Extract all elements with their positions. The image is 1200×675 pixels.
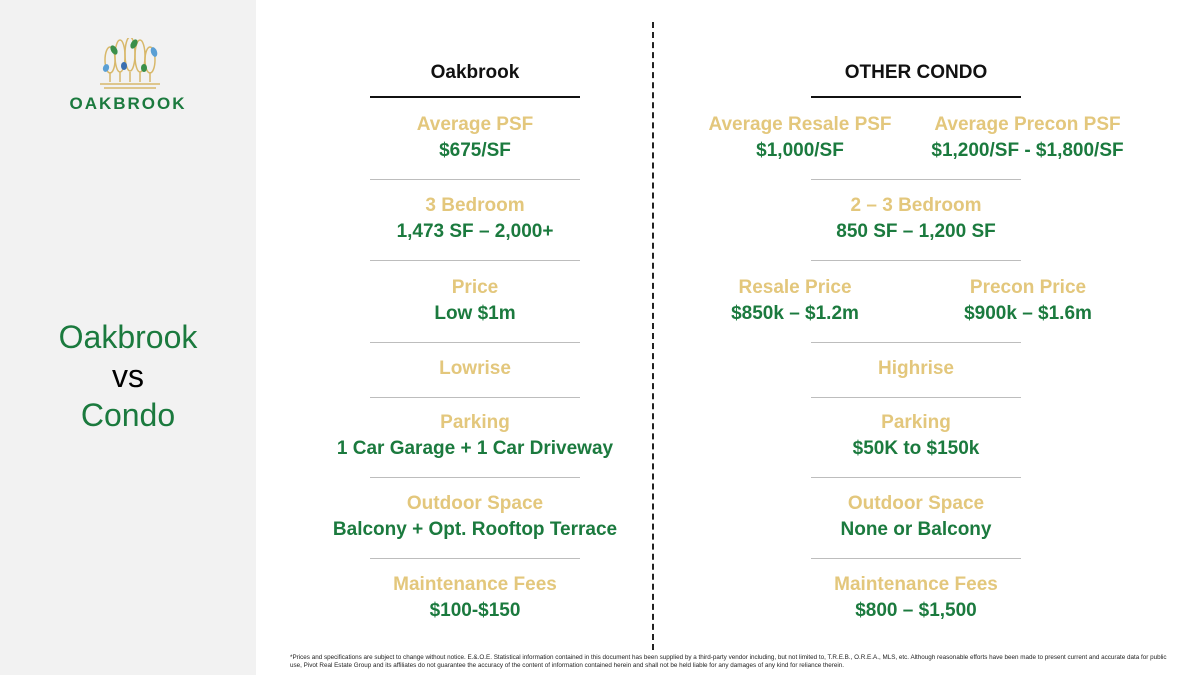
condo-separator — [811, 179, 1021, 180]
oakbrook-row-bedroom — [300, 193, 650, 245]
sidebar — [0, 0, 256, 675]
oakbrook-price-value: Low $1m — [434, 303, 516, 324]
oakbrook-logo — [58, 38, 198, 118]
oakbrook-row-fees — [300, 572, 650, 624]
condo-separator — [811, 260, 1021, 261]
condo-psf-resale-value: $1,000/SF — [756, 140, 844, 161]
condo-row-price-resale — [695, 275, 895, 327]
oakbrook-parking-value: 1 Car Garage + 1 Car Driveway — [336, 438, 614, 459]
condo-fees-label: Maintenance Fees — [834, 574, 998, 595]
oakbrook-row-psf — [300, 112, 650, 164]
condo-outdoor-value: None or Balcony — [840, 519, 992, 540]
logo-wordmark: OAKBROOK — [69, 94, 187, 113]
condo-psf-precon-value: $1,200/SF - $1,800/SF — [931, 140, 1124, 161]
condo-price-precon-label: Precon Price — [969, 277, 1087, 298]
condo-price-precon-value: $900k – $1.6m — [964, 303, 1092, 324]
condo-separator — [811, 397, 1021, 398]
oakbrook-type-label: Lowrise — [439, 358, 511, 379]
oakbrook-row-price — [300, 275, 650, 327]
sidebar-title — [0, 318, 256, 435]
oakbrook-outdoor-label: Outdoor Space — [406, 493, 544, 514]
oakbrook-row-outdoor — [300, 491, 650, 543]
oakbrook-row-type — [300, 356, 650, 382]
condo-row-price-precon — [928, 275, 1128, 327]
disclaimer-footnote: *Prices and specifications are subject to change without notice. E.&.O.E. Statistical information contained in this document has been supplied by a third-party vendor including, but not limited to, T.R.E.B., O.R.E.A., MLS, etc. Although reasonable efforts have been made to present current and accurate data for public use, Pivot Real Estate Group and its affiliates do not guarantee the accuracy of the content of information contained herein and shall not be held liable for any damages of any kind for reliance therein. — [290, 654, 1167, 669]
condo-row-type — [741, 356, 1091, 382]
tree-logo-icon — [58, 38, 198, 94]
condo-psf-resale-label: Average Resale PSF — [708, 114, 892, 135]
sidebar-title-line3: Condo — [80, 397, 176, 433]
condo-parking-value: $50K to $150k — [852, 438, 980, 459]
sidebar-title-line1: Oakbrook — [58, 319, 198, 355]
condo-column-header: OTHER CONDO — [844, 62, 988, 83]
condo-row-psf-resale — [690, 112, 910, 164]
condo-parking-label: Parking — [881, 412, 951, 433]
condo-psf-precon-label: Average Precon PSF — [934, 114, 1121, 135]
condo-separator — [811, 342, 1021, 343]
oakbrook-column-header: Oakbrook — [430, 62, 520, 83]
sidebar-title-vs: vs — [112, 358, 144, 394]
oakbrook-fees-label: Maintenance Fees — [393, 574, 557, 595]
oakbrook-separator — [370, 342, 580, 343]
oakbrook-separator — [370, 558, 580, 559]
column-divider — [652, 22, 654, 650]
oakbrook-bedroom-value: 1,473 SF – 2,000+ — [396, 221, 554, 242]
condo-bedroom-value: 850 SF – 1,200 SF — [836, 221, 996, 242]
condo-type-label: Highrise — [877, 358, 955, 379]
oakbrook-separator — [370, 477, 580, 478]
condo-row-fees — [741, 572, 1091, 624]
condo-bedroom-label: 2 – 3 Bedroom — [850, 195, 982, 216]
oakbrook-row-parking — [300, 410, 650, 462]
oakbrook-price-label: Price — [451, 277, 499, 298]
oakbrook-psf-value: $675/SF — [439, 140, 511, 161]
oakbrook-bedroom-label: 3 Bedroom — [425, 195, 525, 216]
oakbrook-header-rule — [370, 96, 580, 98]
condo-row-outdoor — [741, 491, 1091, 543]
oakbrook-separator — [370, 397, 580, 398]
condo-row-bedroom — [741, 193, 1091, 245]
condo-row-psf-precon — [910, 112, 1145, 164]
condo-price-resale-value: $850k – $1.2m — [731, 303, 859, 324]
condo-outdoor-label: Outdoor Space — [847, 493, 985, 514]
oakbrook-separator — [370, 179, 580, 180]
condo-row-parking — [741, 410, 1091, 462]
oakbrook-separator — [370, 260, 580, 261]
oakbrook-outdoor-value: Balcony + Opt. Rooftop Terrace — [332, 519, 618, 540]
condo-separator — [811, 477, 1021, 478]
oakbrook-psf-label: Average PSF — [416, 114, 534, 135]
condo-fees-value: $800 – $1,500 — [855, 600, 977, 621]
oakbrook-fees-value: $100-$150 — [429, 600, 521, 621]
oakbrook-parking-label: Parking — [440, 412, 510, 433]
condo-price-resale-label: Resale Price — [738, 277, 852, 298]
condo-separator — [811, 558, 1021, 559]
condo-header-rule — [811, 96, 1021, 98]
